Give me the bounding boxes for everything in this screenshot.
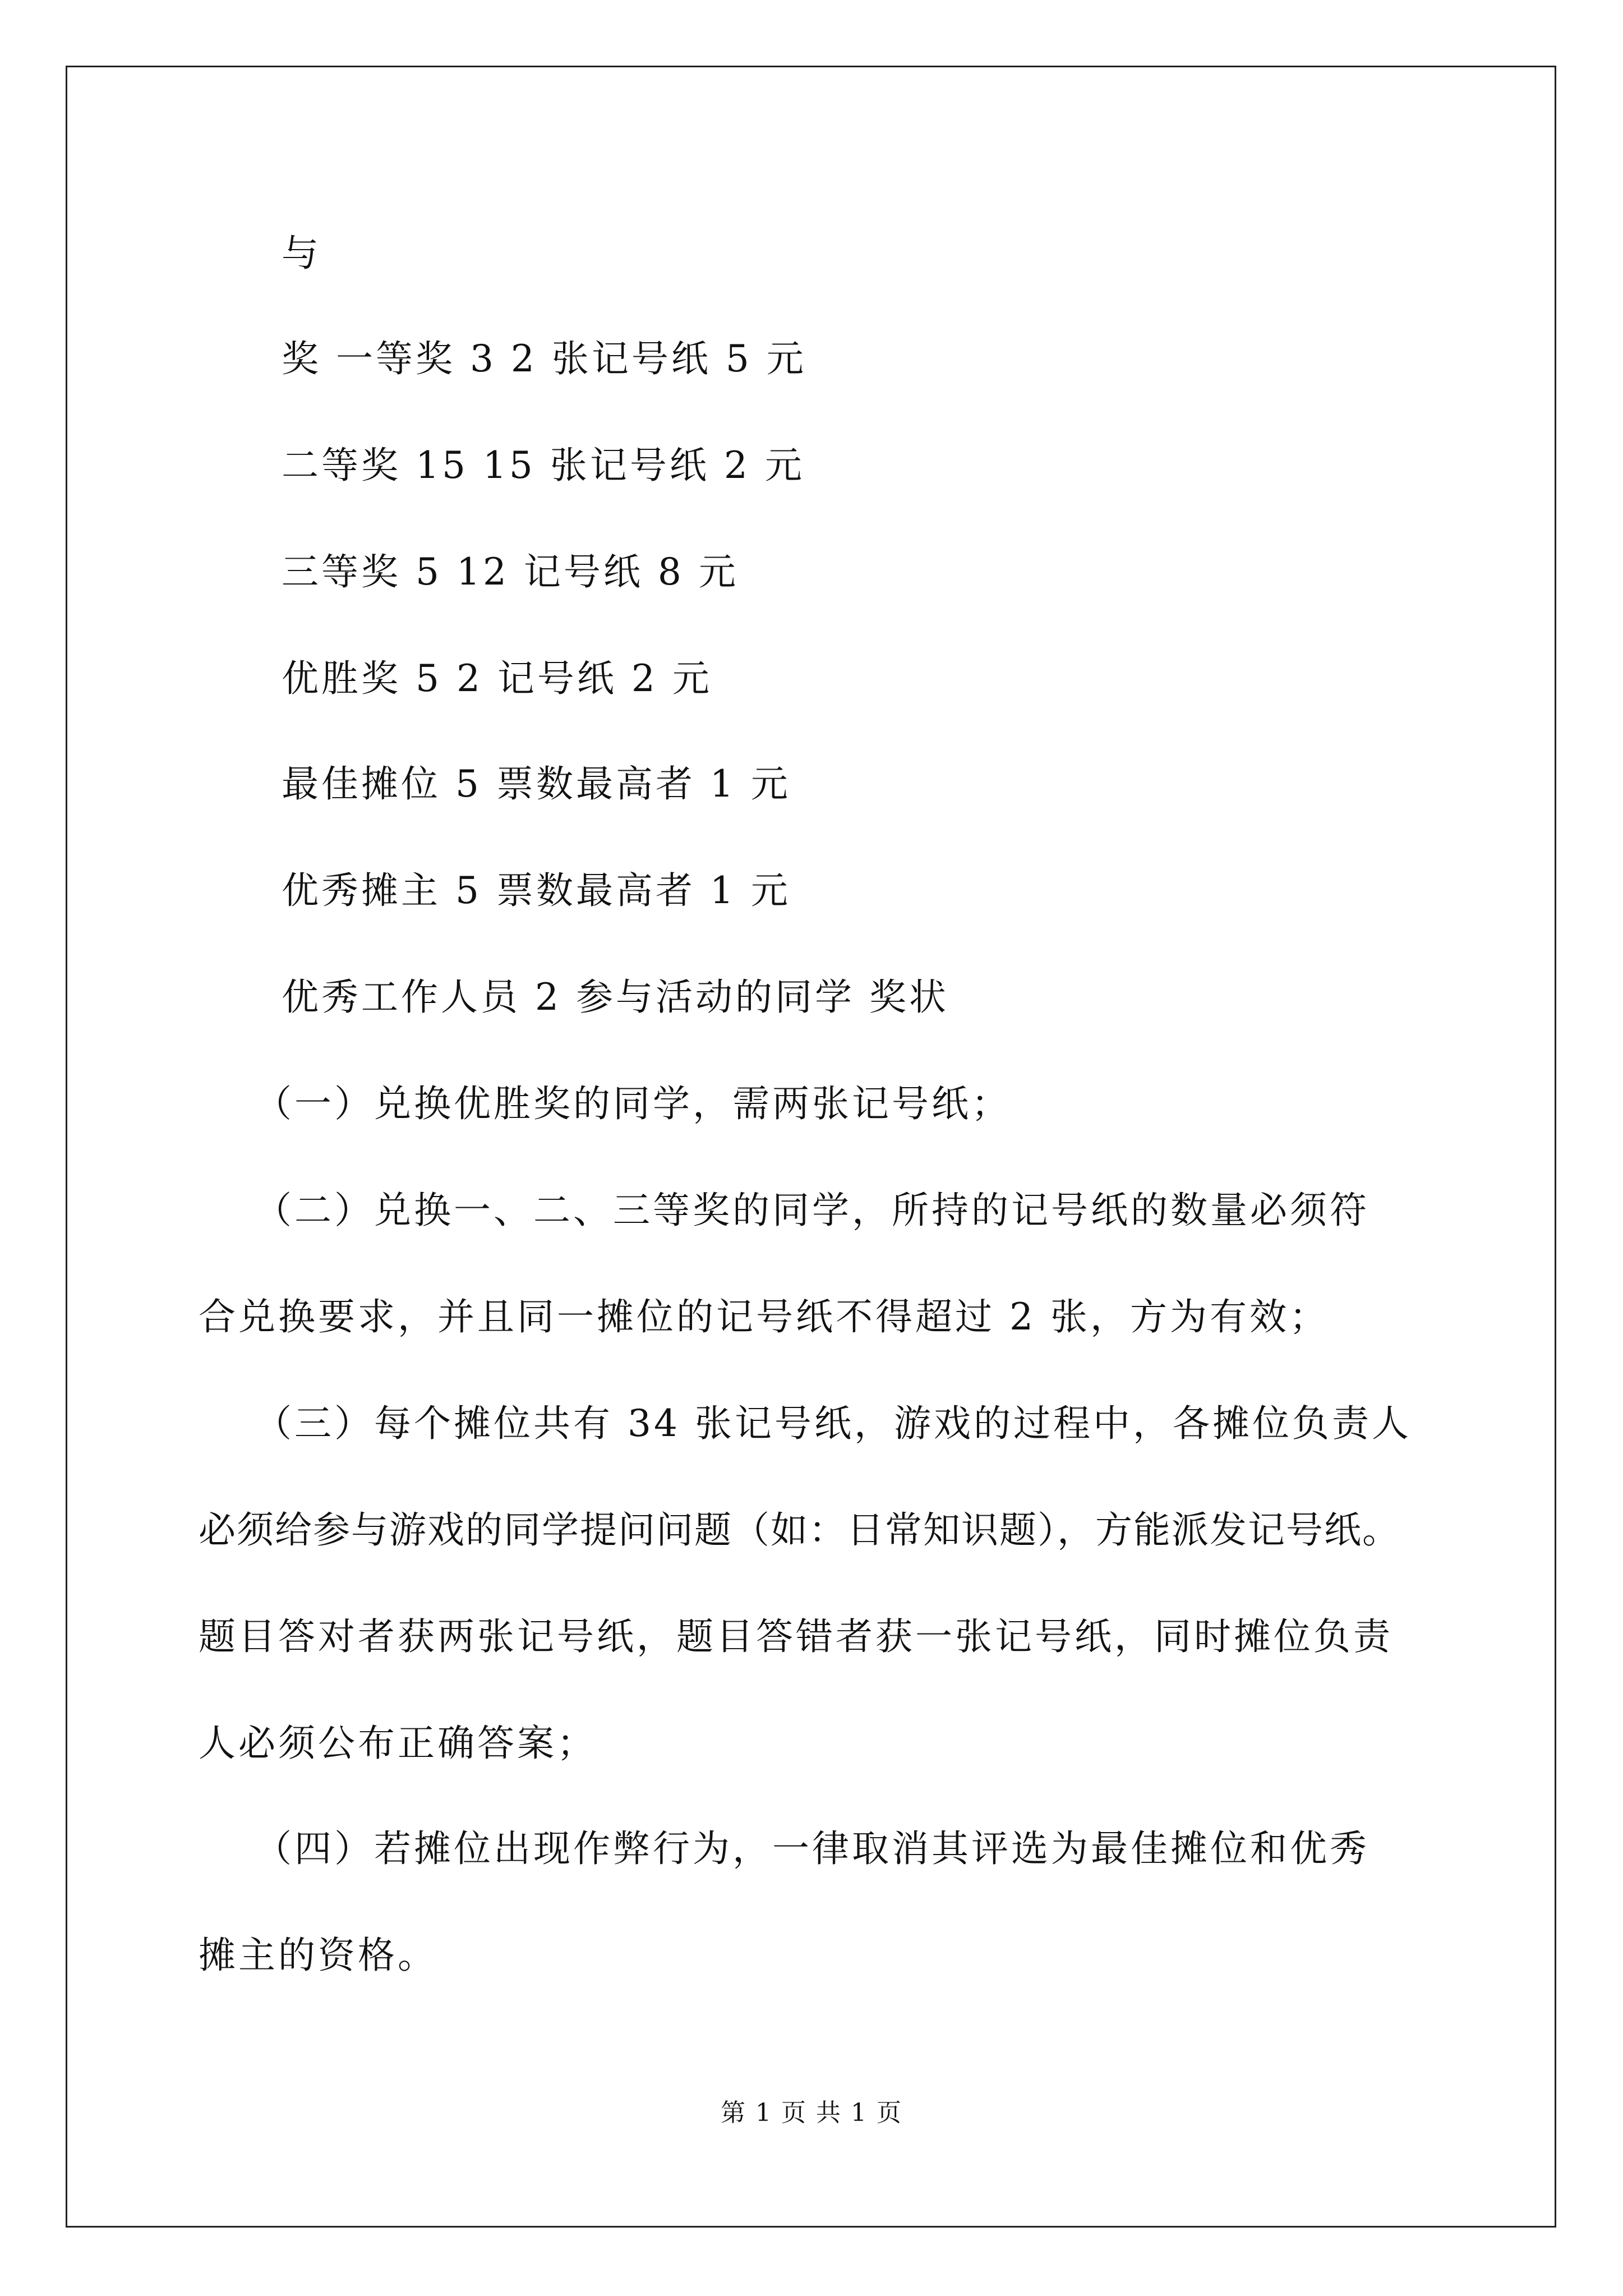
- text-line: 题目答对者获两张记号纸，题目答错者获一张记号纸，同时摊位负责: [199, 1615, 1393, 1658]
- text-line: 必须给参与游戏的同学提问问题（如：日常知识题），方能派发记号纸。: [199, 1508, 1400, 1552]
- page-footer: 第 1 页 共 1 页: [721, 2099, 902, 2127]
- page-border: [66, 66, 1556, 2228]
- text-line: 合兑换要求，并且同一摊位的记号纸不得超过 2 张，方为有效；: [199, 1295, 1329, 1338]
- text-line: 优胜奖 5 2 记号纸 2 元: [282, 657, 712, 700]
- text-line: （二）兑换一、二、三等奖的同学，所持的记号纸的数量必须符: [255, 1189, 1370, 1232]
- text-line: 奖 一等奖 3 2 张记号纸 5 元: [282, 337, 806, 380]
- text-line: 人必须公布正确答案；: [199, 1722, 597, 1765]
- text-line: 二等奖 15 15 张记号纸 2 元: [282, 444, 805, 487]
- text-line: 优秀摊主 5 票数最高者 1 元: [282, 869, 791, 912]
- text-line: 三等奖 5 12 记号纸 8 元: [282, 550, 739, 593]
- text-line: （三）每个摊位共有 34 张记号纸，游戏的过程中，各摊位负责人: [255, 1402, 1412, 1445]
- text-line: （一）兑换优胜奖的同学，需两张记号纸；: [255, 1082, 1011, 1125]
- text-line: （四）若摊位出现作弊行为，一律取消其评选为最佳摊位和优秀: [255, 1827, 1370, 1870]
- text-line: 摊主的资格。: [199, 1934, 437, 1977]
- text-line: 优秀工作人员 2 参与活动的同学 奖状: [282, 976, 949, 1019]
- text-line: 最佳摊位 5 票数最高者 1 元: [282, 762, 791, 806]
- text-line: 与: [282, 232, 321, 275]
